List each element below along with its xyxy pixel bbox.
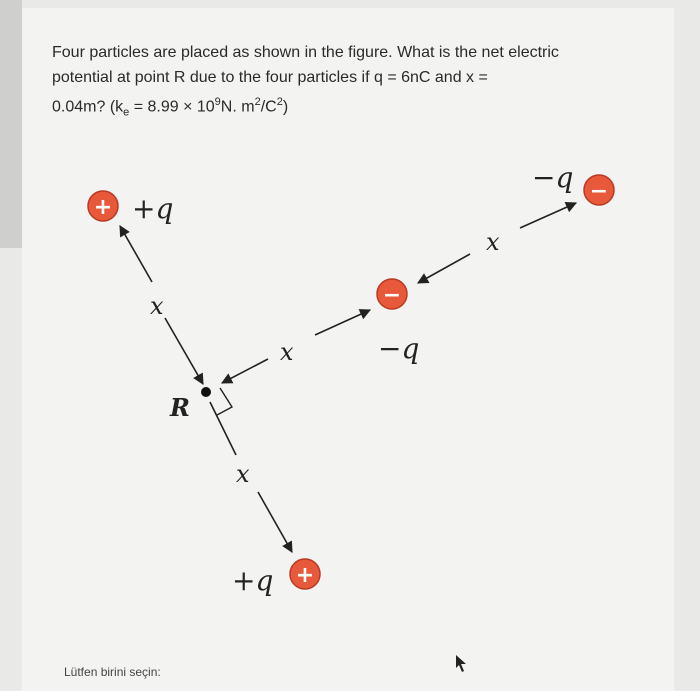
negative-charge-middle [377,279,407,309]
point-r-label: R [170,393,190,422]
charge-label-middle: −q [378,332,420,365]
distance-label-upper: x [150,292,164,320]
distance-label-right1: x [280,338,294,366]
question-line-3: 0.04m? ($k_e = 8.99 \times 10^9N$. $m^2/C^2$) [52,96,289,119]
choice-prompt: Lütfen birini seçin: [64,665,161,679]
distance-arrow-upper-b [165,318,203,384]
point-r-dot [201,387,211,397]
positive-charge-bottom [290,559,320,589]
charge-label-top-left: +q [132,192,174,225]
positive-charge-top-left [88,191,118,221]
minus-sign-icon: − [589,179,609,204]
distance-label-lower: x [236,460,250,488]
charge-label-far: −q [532,161,574,194]
question-line-2: potential at point R due to the four particles if q = 6nC and x = [52,69,488,86]
distance-label-right2: x [486,228,500,256]
right-angle-marker [217,388,232,415]
minus-sign-icon: − [382,283,402,308]
plus-sign-icon: + [295,563,315,588]
distance-arrow-right2-b [520,203,576,228]
distance-arrow-right1-b [315,310,370,335]
cursor-arrow-icon [456,655,466,672]
question-line-1: Four particles are placed as shown in the figure. What is the net electric [52,44,559,61]
plus-sign-icon: + [93,195,113,220]
distance-arrow-lower-b [258,492,292,552]
distance-arrow-right2-a [418,254,470,283]
charge-label-bottom: +q [232,564,274,597]
distance-arrow-upper-a [120,226,152,282]
negative-charge-far [584,175,614,205]
distance-line-lower-a [210,402,236,455]
distance-arrow-right1-a [222,359,268,383]
